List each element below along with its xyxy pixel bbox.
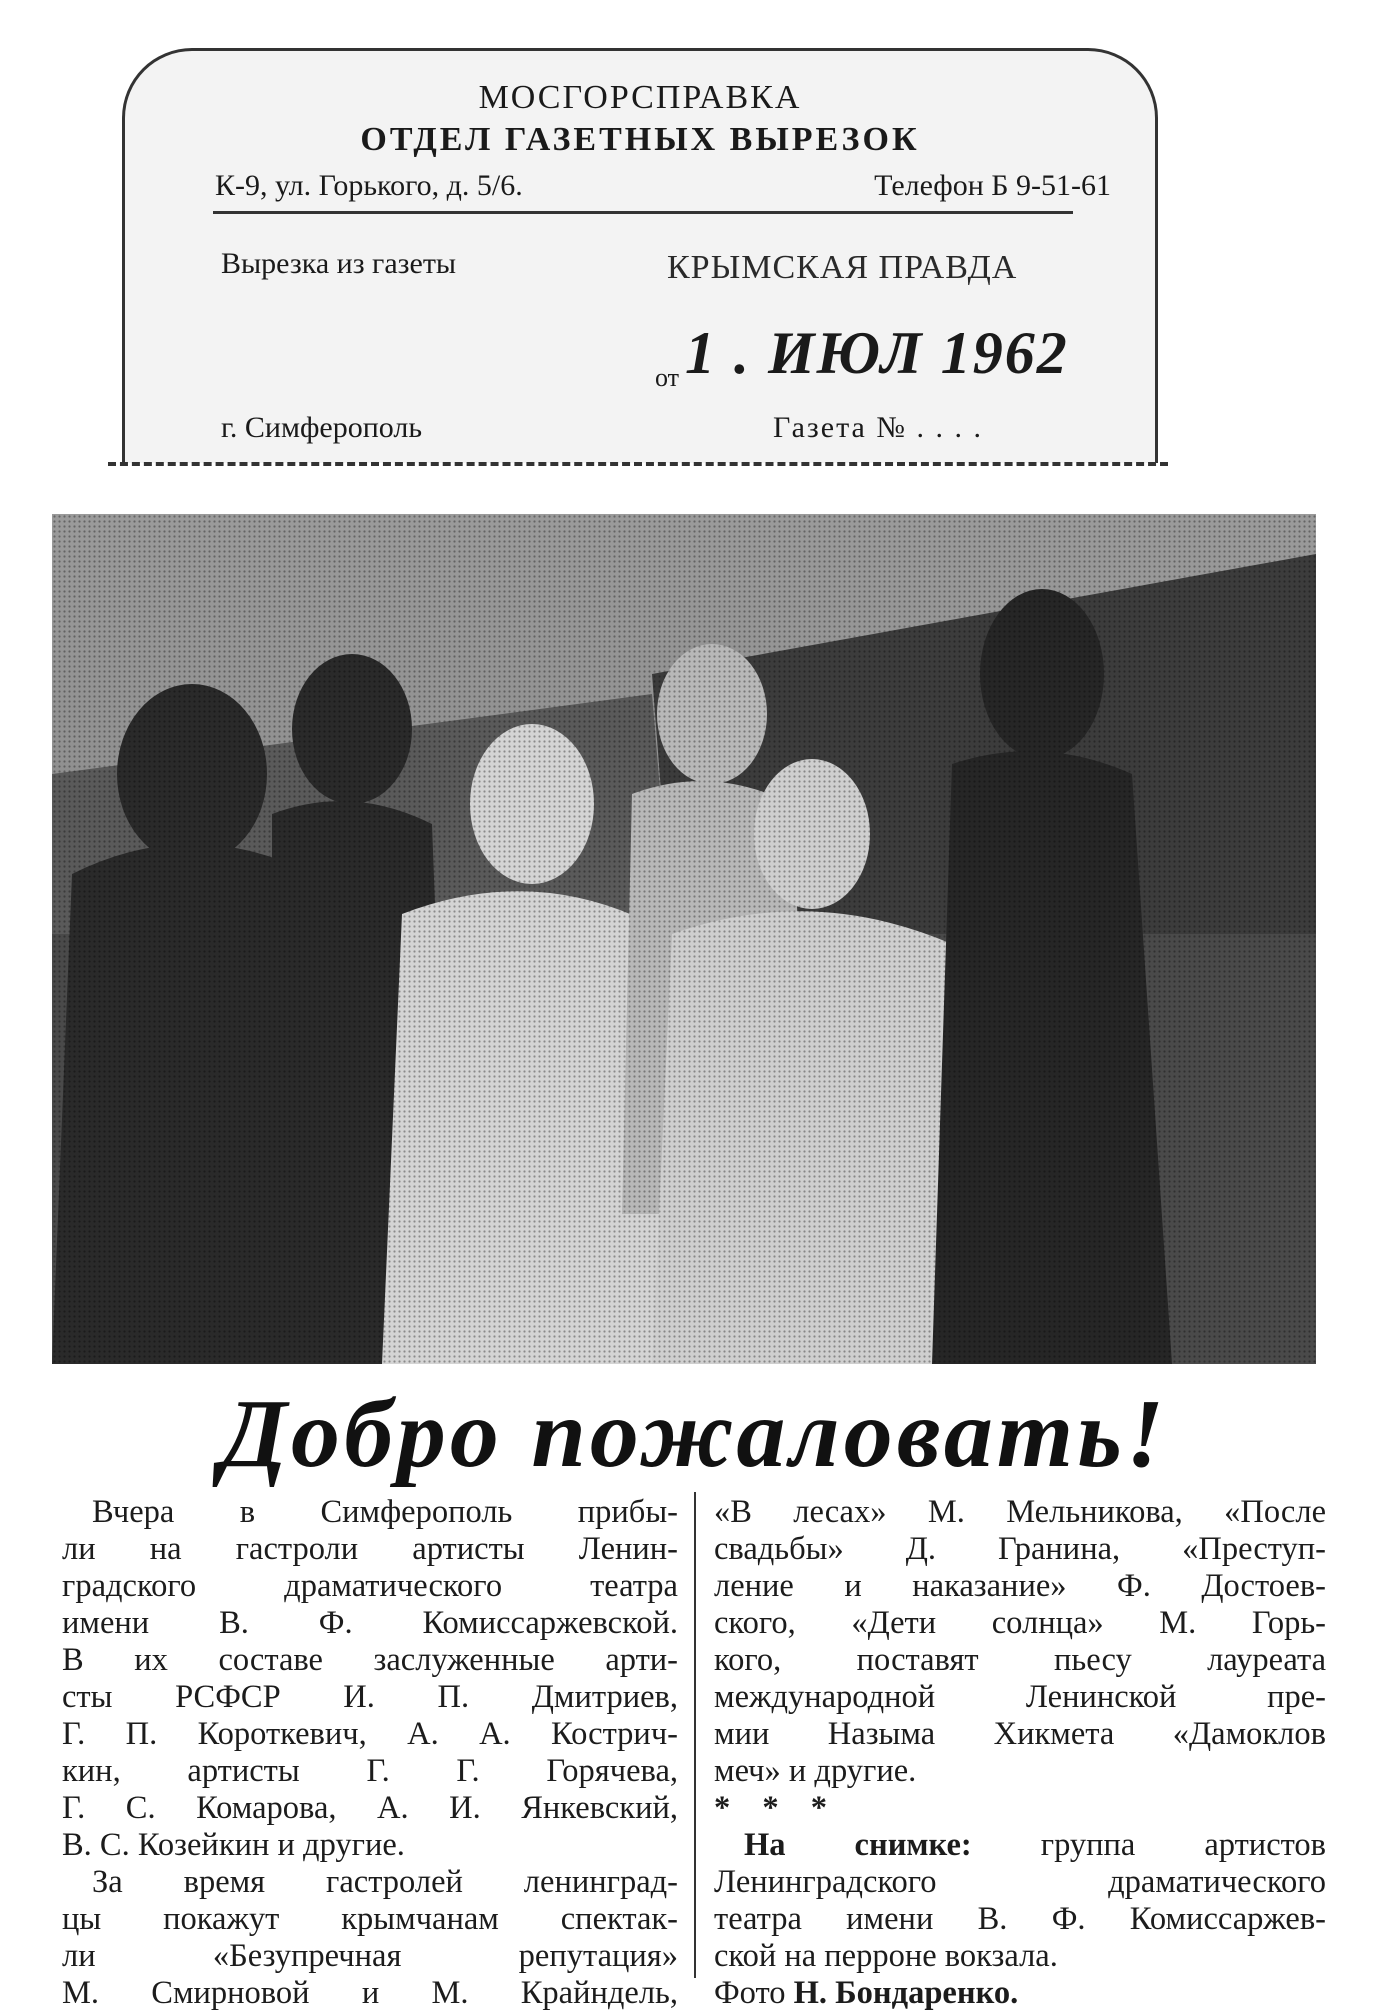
stamp-date: 1 . ИЮЛ 1962	[685, 320, 1069, 386]
photo-credit-prefix: Фото	[714, 1975, 786, 2011]
article-headline: Добро пожаловать!	[220, 1380, 1168, 1488]
column-divider	[694, 1492, 696, 1978]
cut-line	[108, 462, 1168, 466]
article-line: В их составе заслуженные арти-	[62, 1642, 678, 1678]
caption-label: На снимке:	[744, 1827, 972, 1863]
article-line: За время гастролей ленинград-	[92, 1864, 678, 1900]
article-line: Вчера в Симферополь прибы-	[92, 1494, 678, 1530]
stamp-address: К-9, ул. Горького, д. 5/6.	[215, 169, 523, 202]
stamp-department: ОТДЕЛ ГАЗЕТНЫХ ВЫРЕЗОК	[360, 121, 920, 158]
stamp-organization: МОСГОРСПРАВКА	[478, 79, 802, 116]
article-right-column	[714, 1494, 1326, 2012]
article-line: градского драматического театра	[62, 1568, 678, 1604]
stamp-newspaper-name: КРЫМСКАЯ ПРАВДА	[667, 249, 1018, 286]
stamp-clipping-label: Вырезка из газеты	[221, 247, 457, 280]
article-line: В. С. Козейкин и другие.	[62, 1827, 405, 1863]
photo-caption-line: Ленинградского драматического	[714, 1864, 1326, 1900]
photo-illustration	[52, 514, 1316, 1364]
article-line: цы покажут крымчанам спектак-	[62, 1901, 678, 1937]
stamp-phone: Телефон Б 9-51-61	[874, 169, 1111, 202]
article-line: сты РСФСР И. П. Дмитриев,	[62, 1679, 678, 1715]
stamp-divider	[213, 211, 1073, 214]
stamp-issue-number: Газета № . . . .	[773, 411, 983, 444]
article-line: кого, поставят пьесу лауреата	[714, 1642, 1326, 1678]
clipping-stamp	[122, 48, 1158, 463]
article-line: ского, «Дети солнца» М. Горь-	[714, 1605, 1326, 1641]
article-line: ли «Безупречная репутация»	[62, 1938, 678, 1974]
article-line: имени В. Ф. Комиссаржевской.	[62, 1605, 678, 1641]
article-line: мии Назыма Хикмета «Дамоклов	[714, 1716, 1326, 1752]
article-line: кин, артисты Г. Г. Горячева,	[62, 1753, 678, 1789]
stamp-city: г. Симферополь	[221, 411, 423, 444]
caption-text: группа артистов	[1040, 1827, 1326, 1863]
photo-caption-line: ской на перроне вокзала.	[714, 1938, 1058, 1974]
article-line: «В лесах» М. Мельникова, «После	[714, 1494, 1326, 1530]
photo-credit-name: Н. Бондаренко.	[793, 1975, 1019, 2011]
article-line: меч» и другие.	[714, 1753, 917, 1789]
article-line: Г. П. Короткевич, А. А. Кострич-	[62, 1716, 678, 1752]
article-line: ли на гастроли артисты Ленин-	[62, 1531, 678, 1567]
section-separator: * * *	[714, 1790, 839, 1826]
stamp-date-prefix: от	[655, 363, 680, 392]
photo-caption-line	[714, 1827, 1326, 1864]
article-line: свадьбы» Д. Гранина, «Преступ-	[714, 1531, 1326, 1567]
article-photo	[52, 514, 1316, 1364]
article-line: М. Смирновой и М. Крайндель,	[62, 1975, 678, 2011]
photo-credit	[714, 1975, 1326, 2012]
article-left-column	[62, 1494, 678, 2012]
article-line: Г. С. Комарова, А. И. Янкевский,	[62, 1790, 678, 1826]
article-line: международной Ленинской пре-	[714, 1679, 1326, 1715]
article-line: ление и наказание» Ф. Достоев-	[714, 1568, 1326, 1604]
photo-caption-line: театра имени В. Ф. Комиссаржев-	[714, 1901, 1326, 1937]
